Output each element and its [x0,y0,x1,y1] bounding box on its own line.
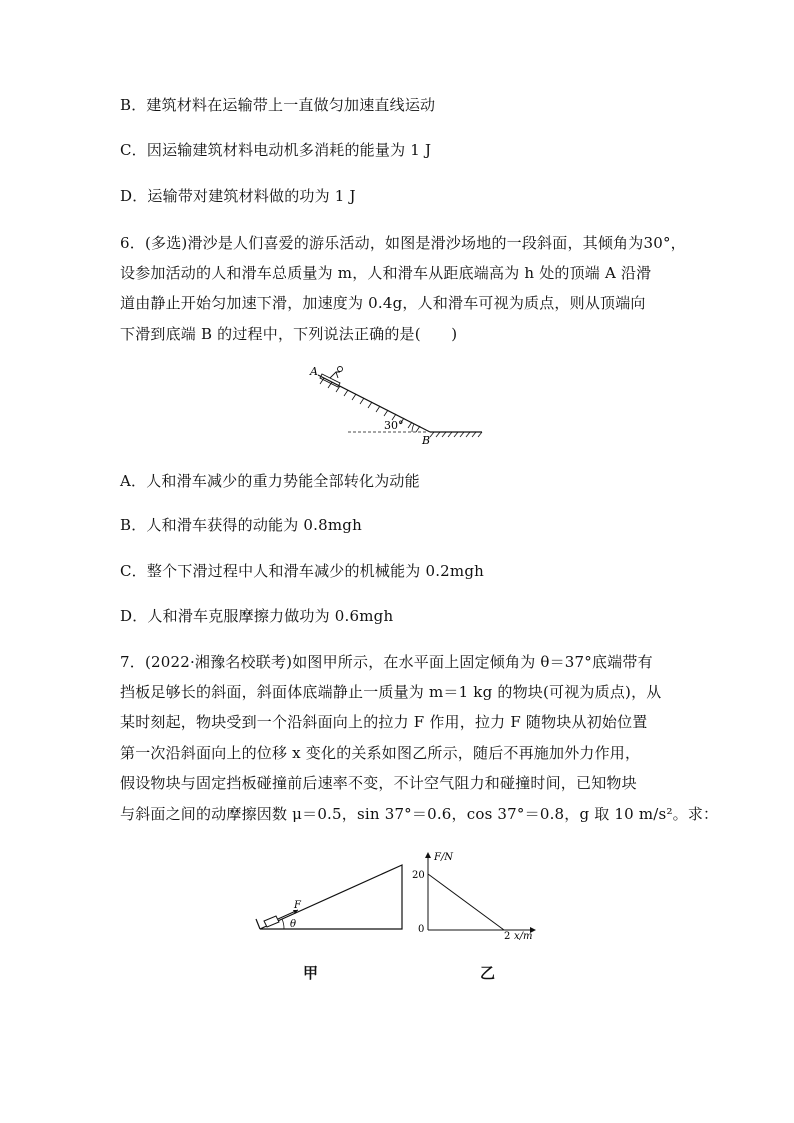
q6-stem-line3: 道由静止开始匀加速下滑，加速度为 0.4g，人和滑车可视为质点，则从顶端向 [120,294,646,312]
q7-stem-line1: 7．(2022·湘豫名校联考)如图甲所示，在水平面上固定倾角为 θ＝37°底端带有 [120,653,653,671]
q6-label-b: B [422,434,431,446]
q7-caption-yi: 乙 [480,964,496,982]
yi-x-axis-label: x/m [514,931,533,942]
yi-y-axis-label: F/N [434,852,454,863]
q6-angle-label: 30° [384,419,404,432]
q6-option-a: A．人和滑车减少的重力势能全部转化为动能 [120,472,420,490]
q7-stem-line5: 假设物块与固定挡板碰撞前后速率不变，不计空气阻力和碰撞时间，已知物块 [120,774,637,792]
q7-caption-jia: 甲 [303,964,319,982]
q5-option-d: D．运输带对建筑材料做的功为 1 J [120,187,356,205]
q6-stem-line1: 6．(多选)滑沙是人们喜爱的游乐活动，如图是滑沙场地的一段斜面，其倾角为30°， [120,234,686,252]
q7-stem-line4: 第一次沿斜面向上的位移 x 变化的关系如图乙所示，随后不再施加外力作用， [120,744,641,762]
q7-stem-line3: 某时刻起，物块受到一个沿斜面向上的拉力 F 作用，拉力 F 随物块从初始位置 [120,713,648,731]
q7-angle-label: θ [290,919,297,930]
yi-x-tick-2: 2 [504,931,511,942]
q7-force-label: F [294,900,301,911]
q6-option-c: C．整个下滑过程中人和滑车减少的机械能为 0.2mgh [120,562,484,580]
q7-figure-jia [250,855,410,935]
q7-stem-line6: 与斜面之间的动摩擦因数 μ＝0.5，sin 37°＝0.6，cos 37°＝0.8，g 取 10 m/s²。求： [120,805,719,823]
q5-option-b: B．建筑材料在运输带上一直做匀加速直线运动 [120,96,436,114]
q5-option-c: C．因运输建筑材料电动机多消耗的能量为 1 J [120,141,432,159]
q7-figure-yi [408,850,548,945]
q7-stem-line2: 挡板足够长的斜面，斜面体底端静止一质量为 m＝1 kg 的物块(可视为质点)，从 [120,683,662,701]
q6-label-a: A [310,365,318,378]
yi-y-tick-20: 20 [412,870,425,881]
sled-rider-icon [320,367,343,388]
yi-origin-label: 0 [418,924,425,935]
q6-option-d: D．人和滑车克服摩擦力做功为 0.6mgh [120,607,394,625]
yi-f-x-line [428,874,504,930]
q6-stem-line2: 设参加活动的人和滑车总质量为 m，人和滑车从距底端高为 h 处的顶端 A 沿滑 [120,264,652,282]
q6-slope-figure [300,360,490,446]
q6-stem-line4: 下滑到底端 B 的过程中，下列说法正确的是( ) [120,325,458,343]
q6-option-b: B．人和滑车获得的动能为 0.8mgh [120,516,362,534]
